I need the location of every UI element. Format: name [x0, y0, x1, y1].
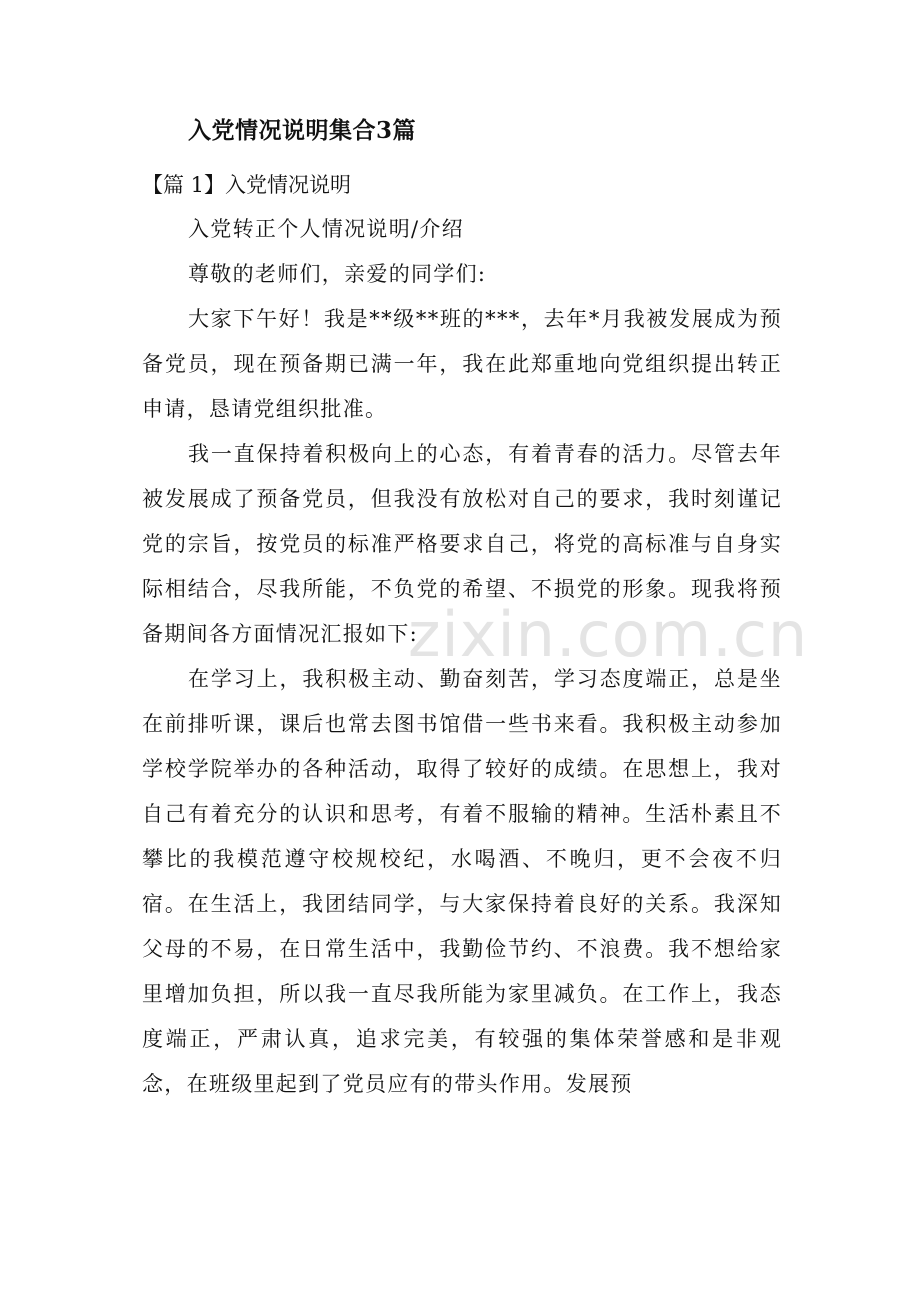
document-title: 入党情况说明集合3篇	[188, 117, 417, 144]
paragraph: 入党转正个人情况说明/介绍	[188, 217, 464, 241]
section-heading: 【篇 1】入党情况说明	[142, 173, 352, 197]
paragraph: 在学习上，我积极主动、勤奋刻苦，学习态度端正，总是坐在前排听课，课后也常去图书馆借一些书来看。我积极主动参加学校学院举办的各种活动，取得了较好的成绩。在思想上，我对自己有着充分的认识和思考，有着不服输的精神。生活朴素且不攀比的我模范遵守校规校纪，水喝酒、不晚归，更不会夜不归宿。在生活上，我团结同学，与大家保持着良好的关系。我深知父母的不易，在日常生活中，我勤俭节约、不浪费。我不想给家里增加负担，所以我一直尽我所能为家里减负。在工作上，我态度端正，严肃认真，追求完美，有较强的集体荣誉感和是非观念，在班级里起到了党员应有的带头作用。发展预	[142, 667, 782, 1096]
paragraph: 我一直保持着积极向上的心态，有着青春的活力。尽管去年被发展成了预备党员，但我没有放松对自己的要求，我时刻谨记党的宗旨，按党员的标准严格要求自己，将党的高标准与自身实际相结合，尽我所能，不负党的希望、不损党的形象。现我将预备期间各方面情况汇报如下:	[142, 442, 782, 646]
document-body	[142, 207, 782, 1107]
paragraph: 大家下午好！我是**级**班的***，去年*月我被发展成为预备党员，现在预备期已满一年，我在此郑重地向党组织提出转正申请，恳请党组织批准。	[142, 307, 782, 421]
watermark: zixin.com.cn	[408, 598, 809, 671]
paragraph: 尊敬的老师们，亲爱的同学们:	[188, 262, 487, 286]
